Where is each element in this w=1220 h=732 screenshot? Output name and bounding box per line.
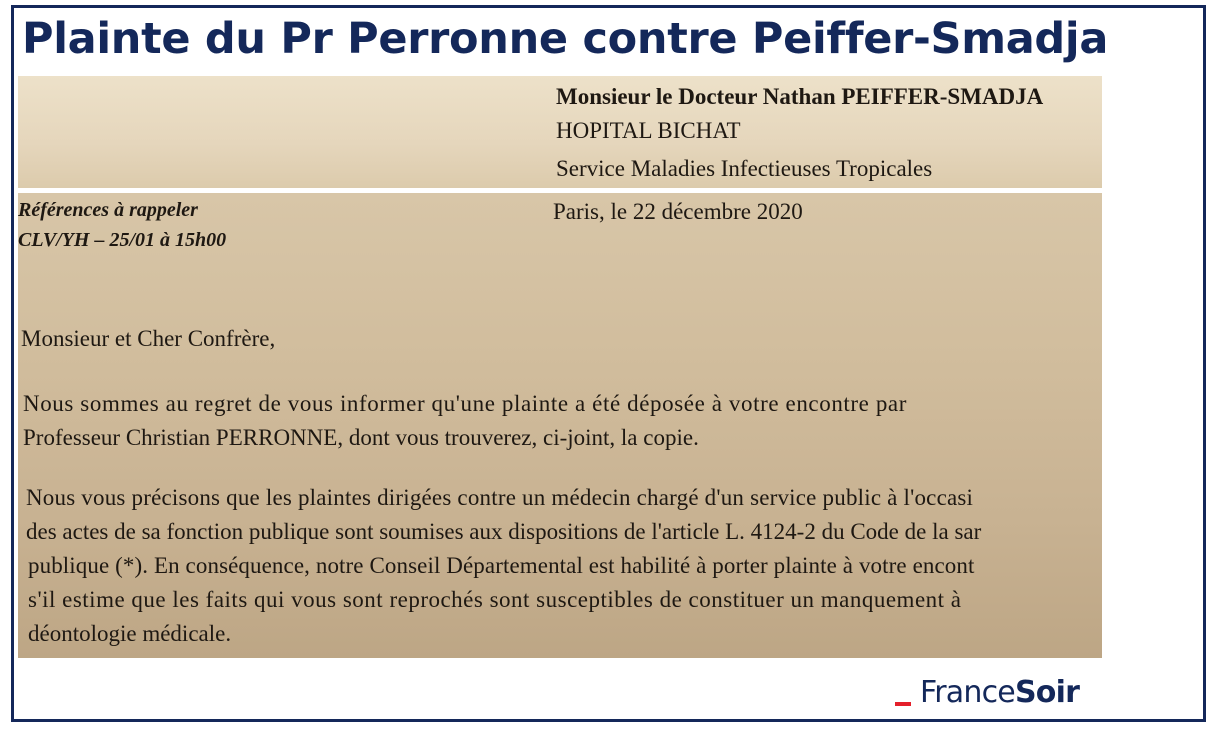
reference-label: Références à rappeler xyxy=(18,199,198,221)
addressee-name: Monsieur le Docteur Nathan PEIFFER-SMADJA xyxy=(556,84,1044,109)
paragraph2-line: publique (*). En conséquence, notre Conseil Départemental est habilité à porter plainte à votre encont xyxy=(28,553,975,578)
paragraph2-line: Nous vous précisons que les plaintes dirigées contre un médecin chargé d'un service public à l'occasi xyxy=(26,485,974,510)
reference-code: CLV/YH – 25/01 à 15h00 xyxy=(18,229,227,251)
addressee-hospital: HOPITAL BICHAT xyxy=(556,118,741,143)
letter-photo-address xyxy=(18,76,1102,188)
addressee-service: Service Maladies Infectieuses Tropicales xyxy=(556,156,933,181)
logo-dash-icon xyxy=(895,702,911,706)
paragraph2-line: s'il estime que les faits qui vous sont reprochés sont susceptibles de constituer un manquement à xyxy=(28,587,962,612)
logo-part-soir: Soir xyxy=(1014,675,1080,710)
letter-photo-body xyxy=(18,193,1102,658)
salutation: Monsieur et Cher Confrère, xyxy=(21,326,276,351)
date-line: Paris, le 22 décembre 2020 xyxy=(553,199,803,224)
paragraph2-line: déontologie médicale. xyxy=(28,621,232,646)
logo-part-france: France xyxy=(920,675,1015,710)
paragraph1-line: Nous sommes au regret de vous informer qu'une plainte a été déposée à votre encontre par xyxy=(23,391,907,416)
francesoir-logo xyxy=(892,673,1112,713)
paragraph1-line: Professeur Christian PERRONNE, dont vous trouverez, ci-joint, la copie. xyxy=(23,425,699,450)
logo-text xyxy=(920,673,1079,713)
paragraph2-line: des actes de sa fonction publique sont soumises aux dispositions de l'article L. 4124-2 du Code de la sar xyxy=(26,519,982,544)
headline: Plainte du Pr Perronne contre Peiffer-Smadja xyxy=(22,14,1109,64)
